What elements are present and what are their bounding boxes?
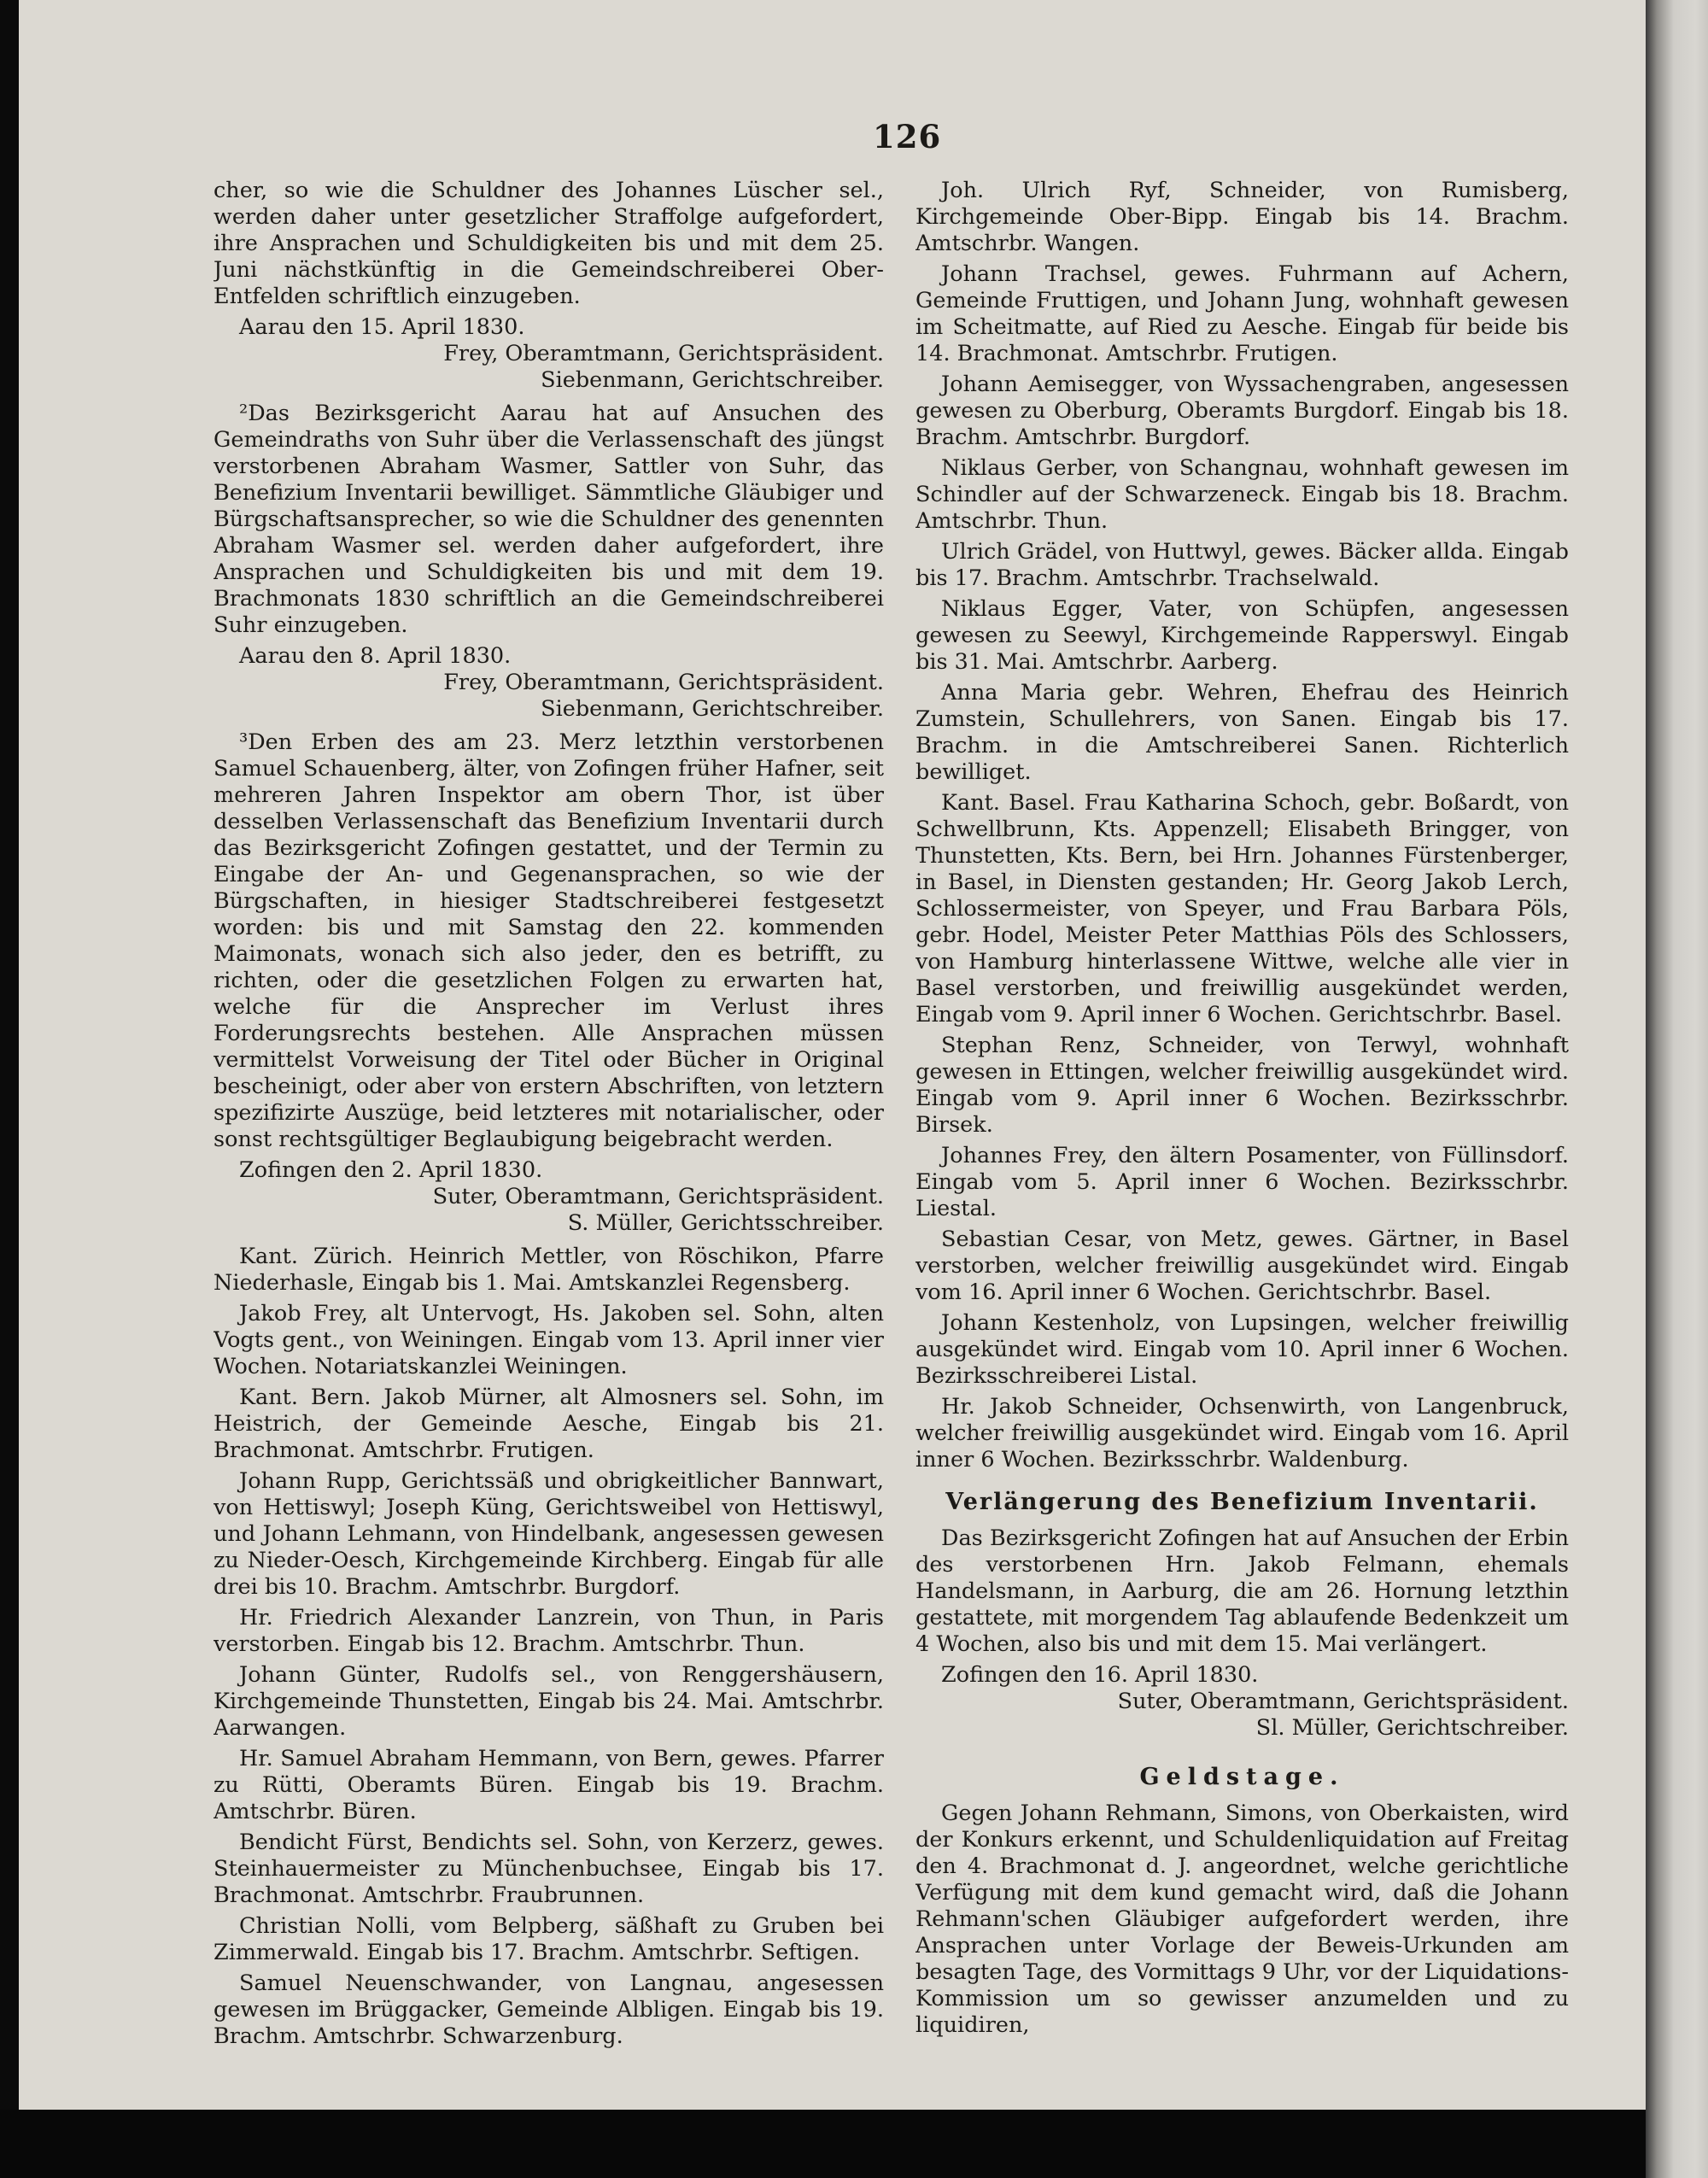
left-column bbox=[214, 178, 884, 2099]
notice-paragraph: Gegen Johann Rehmann, Simons, von Oberkaisten, wird der Konkurs erkennt, und Schuldenliquidation auf Freitag den 4. Brachmonat d. J. angeordnet, welche gerichtliche Verfügung mit dem kund gemacht wird, daß die Johann Rehmann'schen Gläubiger aufgefordert werden, ihre Ansprachen unter Vorlage der Beweis-Urkunden am besagten Tage, des Vormittags 9 Uhr, vor der Liquidations-Kommission um so gewisser anzumelden und zu liquidiren, bbox=[915, 1800, 1569, 2038]
notice-paragraph: Das Bezirksgericht Zofingen hat auf Ansuchen der Erbin des verstorbenen Hrn. Jakob Felmann, ehemals Handelsmann, in Aarburg, die am 26. Hornung letzthin gestattete, mit morgendem Tag ablaufende Bedenkzeit um 4 Wochen, also bis und mit dem 15. Mai verlängert. bbox=[915, 1525, 1569, 1657]
notice-paragraph: Kant. Bern. Jakob Mürner, alt Almosners sel. Sohn, im Heistrich, der Gemeinde Aesche, Eingab bis 21. Brachmonat. Amtschrbr. Frutigen. bbox=[214, 1385, 884, 1463]
notice-paragraph: Johannes Frey, den ältern Posamenter, von Füllinsdorf. Eingab vom 5. April inner 6 Wochen. Bezirksschrbr. Liestal. bbox=[915, 1143, 1569, 1221]
dateline: Aarau den 15. April 1830. bbox=[239, 314, 525, 340]
notice-paragraph: Hr. Jakob Schneider, Ochsenwirth, von Langenbruck, welcher freiwillig ausgekündet wird. Eingab vom 16. April inner 6 Wochen. Bezirksschrbr. Waldenburg. bbox=[915, 1394, 1569, 1472]
signature-line: Frey, Oberamtmann, Gerichtspräsident. bbox=[443, 341, 884, 366]
notice-paragraph: Hr. Samuel Abraham Hemmann, von Bern, gewes. Pfarrer zu Rütti, Oberamts Büren. Eingab bis 19. Brachm. Amtschrbr. Büren. bbox=[214, 1746, 884, 1824]
notice-paragraph: Niklaus Egger, Vater, von Schüpfen, angesessen gewesen zu Seewyl, Kirchgemeinde Rapperswyl. Eingab bis 31. Mai. Amtschrbr. Aarberg. bbox=[915, 596, 1569, 675]
notice-paragraph: Bendicht Fürst, Bendichts sel. Sohn, von Kerzerz, gewes. Steinhauermeister zu Münchenbuchsee, Eingab bis 17. Brachmonat. Amtschrbr. Fraubrunnen. bbox=[214, 1830, 884, 1908]
section-heading: Geldstage. bbox=[1139, 1764, 1345, 1790]
dateline: Zofingen den 2. April 1830. bbox=[239, 1157, 543, 1183]
right-column bbox=[915, 178, 1569, 2099]
notice-paragraph: Johann Kestenholz, von Lupsingen, welcher freiwillig ausgekündet wird. Eingab vom 10. April inner 6 Wochen. Bezirksschreiberei Listal. bbox=[915, 1310, 1569, 1389]
notice-paragraph: Kant. Zürich. Heinrich Mettler, von Röschikon, Pfarre Niederhasle, Eingab bis 1. Mai. Amtskanzlei Regensberg. bbox=[214, 1244, 884, 1296]
signature-line: Suter, Oberamtmann, Gerichtspräsident. bbox=[432, 1184, 884, 1209]
notice-paragraph: ³Den Erben des am 23. Merz letzthin verstorbenen Samuel Schauenberg, älter, von Zofingen früher Hafner, seit mehreren Jahren Inspektor am obern Thor, ist über desselben Verlassenschaft das Benefizium Inventarii durch das Bezirksgericht Zofingen gestattet, und der Termin zu Eingabe der An- und Gegenansprachen, so wie der Bürgschaften, in hiesiger Stadtschreiberei festgesetzt worden: bis und mit Samstag den 22. kommenden Maimonats, wonach sich also jeder, den es betrifft, zu richten, oder die gesetzlichen Folgen zu erwarten hat, welche für die Ansprecher im Verlust ihres Forderungsrechts bestehen. Alle Ansprachen müssen vermittelst Vorweisung der Titel oder Bücher in Original bescheinigt, oder aber von erstern Abschriften, von letztern spezifizirte Auszüge, beid letzteres mit notarialischer, oder sonst rechtsgültiger Beglaubigung beigebracht werden. bbox=[214, 729, 884, 1152]
notice-paragraph: Ulrich Grädel, von Huttwyl, gewes. Bäcker allda. Eingab bis 17. Brachm. Amtschrbr. Trachselwald. bbox=[915, 539, 1569, 591]
scan-border bbox=[0, 2110, 1646, 2178]
signature-line: Siebenmann, Gerichtschreiber. bbox=[541, 367, 884, 393]
page-curl-edge bbox=[1646, 0, 1708, 2178]
notice-paragraph: Jakob Frey, alt Untervogt, Hs. Jakoben sel. Sohn, alten Vogts gent., von Weiningen. Eingab vom 13. April inner vier Wochen. Notariatskanzlei Weiningen. bbox=[214, 1301, 884, 1379]
notice-paragraph: Johann Günter, Rudolfs sel., von Renggershäusern, Kirchgemeinde Thunstetten, Eingab bis 24. Mai. Amtschrbr. Aarwangen. bbox=[214, 1662, 884, 1741]
notice-paragraph: Hr. Friedrich Alexander Lanzrein, von Thun, in Paris verstorben. Eingab bis 12. Brachm. Amtschrbr. Thun. bbox=[214, 1605, 884, 1657]
notice-paragraph: Johann Trachsel, gewes. Fuhrmann auf Achern, Gemeinde Fruttigen, und Johann Jung, wohnhaft gewesen im Scheitmatte, auf Ried zu Aesche. Eingab für beide bis 14. Brachmonat. Amtschrbr. Frutigen. bbox=[915, 261, 1569, 366]
signature-line: S. Müller, Gerichtsschreiber. bbox=[567, 1210, 884, 1236]
notice-paragraph: ²Das Bezirksgericht Aarau hat auf Ansuchen des Gemeindraths von Suhr über die Verlassenschaft des jüngst verstorbenen Abraham Wasmer, Sattler von Suhr, das Benefizium Inventarii bewilliget. Sämmtliche Gläubiger und Bürgschaftsansprecher, so wie die Schuldner des genennten Abraham Wasmer sel. werden daher aufgefordert, ihre Ansprachen und Schuldigkeiten bis und mit dem 19. Brachmonats 1830 schriftlich an die Gemeindschreiberei Suhr einzugeben. bbox=[214, 401, 884, 638]
notice-paragraph: Sebastian Cesar, von Metz, gewes. Gärtner, in Basel verstorben, welcher freiwillig ausgekündet wird. Eingab vom 16. April inner 6 Wochen. Gerichtschrbr. Basel. bbox=[915, 1227, 1569, 1305]
notice-paragraph: Christian Nolli, vom Belpberg, säßhaft zu Gruben bei Zimmerwald. Eingab bis 17. Brachm. Amtschrbr. Seftigen. bbox=[214, 1913, 884, 1965]
dateline: Aarau den 8. April 1830. bbox=[239, 643, 512, 669]
dateline: Zofingen den 16. April 1830. bbox=[941, 1662, 1259, 1688]
signature-line: Frey, Oberamtmann, Gerichtspräsident. bbox=[443, 670, 884, 695]
notice-paragraph: Joh. Ulrich Ryf, Schneider, von Rumisberg, Kirchgemeinde Ober-Bipp. Eingab bis 14. Brachm. Amtschrbr. Wangen. bbox=[915, 178, 1569, 256]
notice-paragraph: Johann Aemisegger, von Wyssachengraben, angesessen gewesen zu Oberburg, Oberamts Burgdorf. Eingab bis 18. Brachm. Amtschrbr. Burgdorf. bbox=[915, 372, 1569, 450]
notice-paragraph: cher, so wie die Schuldner des Johannes Lüscher sel., werden daher unter gesetzlicher Straffolge aufgefordert, ihre Ansprachen und Schuldigkeiten bis und mit dem 25. Juni nächstkünftig in die Gemeindschreiberei Ober-Entfelden schriftlich einzugeben. bbox=[214, 178, 884, 309]
section-heading: Verlängerung des Benefizium Inventarii. bbox=[945, 1489, 1539, 1515]
notice-paragraph: Johann Rupp, Gerichtssäß und obrigkeitlicher Bannwart, von Hettiswyl; Joseph Küng, Gerichtsweibel von Hettiswyl, und Johann Lehmann, von Hindelbank, angesessen gewesen zu Nieder-Oesch, Kirchgemeinde Kirchberg. Eingab für alle drei bis 10. Brachm. Amtschrbr. Burgdorf. bbox=[214, 1468, 884, 1600]
notice-paragraph: Kant. Basel. Frau Katharina Schoch, gebr. Boßardt, von Schwellbrunn, Kts. Appenzell; Elisabeth Bringger, von Thunstetten, Kts. Bern, bei Hrn. Johannes Fürstenberger, in Basel, in Diensten gestanden; Hr. Georg Jakob Lerch, Schlossermeister, von Speyer, und Frau Barbara Pöls, gebr. Hodel, Meister Peter Matthias Pöls des Schlossers, von Hamburg hinterlassene Wittwe, welche alle vier in Basel verstorben, und freiwillig ausgekündet werden, Eingab vom 9. April inner 6 Wochen. Gerichtschrbr. Basel. bbox=[915, 790, 1569, 1028]
newspaper-page bbox=[19, 0, 1647, 2110]
notice-paragraph: Anna Maria gebr. Wehren, Ehefrau des Heinrich Zumstein, Schullehrers, von Sanen. Eingab bis 17. Brachm. in die Amtschreiberei Sanen. Richterlich bewilliget. bbox=[915, 680, 1569, 785]
signature-line: Siebenmann, Gerichtschreiber. bbox=[541, 696, 884, 722]
notice-paragraph: Niklaus Gerber, von Schangnau, wohnhaft gewesen im Schindler auf der Schwarzeneck. Eingab bis 18. Brachm. Amtschrbr. Thun. bbox=[915, 455, 1569, 534]
page-number: 126 bbox=[873, 118, 942, 155]
notice-paragraph: Stephan Renz, Schneider, von Terwyl, wohnhaft gewesen in Ettingen, welcher freiwillig ausgekündet wird. Eingab vom 9. April inner 6 Wochen. Bezirksschrbr. Birsek. bbox=[915, 1033, 1569, 1138]
notice-paragraph: Samuel Neuenschwander, von Langnau, angesessen gewesen im Brüggacker, Gemeinde Albligen. Eingab bis 19. Brachm. Amtschrbr. Schwarzenburg. bbox=[214, 1970, 884, 2049]
signature-line: Sl. Müller, Gerichtschreiber. bbox=[1255, 1715, 1569, 1741]
signature-line: Suter, Oberamtmann, Gerichtspräsident. bbox=[1117, 1689, 1569, 1714]
